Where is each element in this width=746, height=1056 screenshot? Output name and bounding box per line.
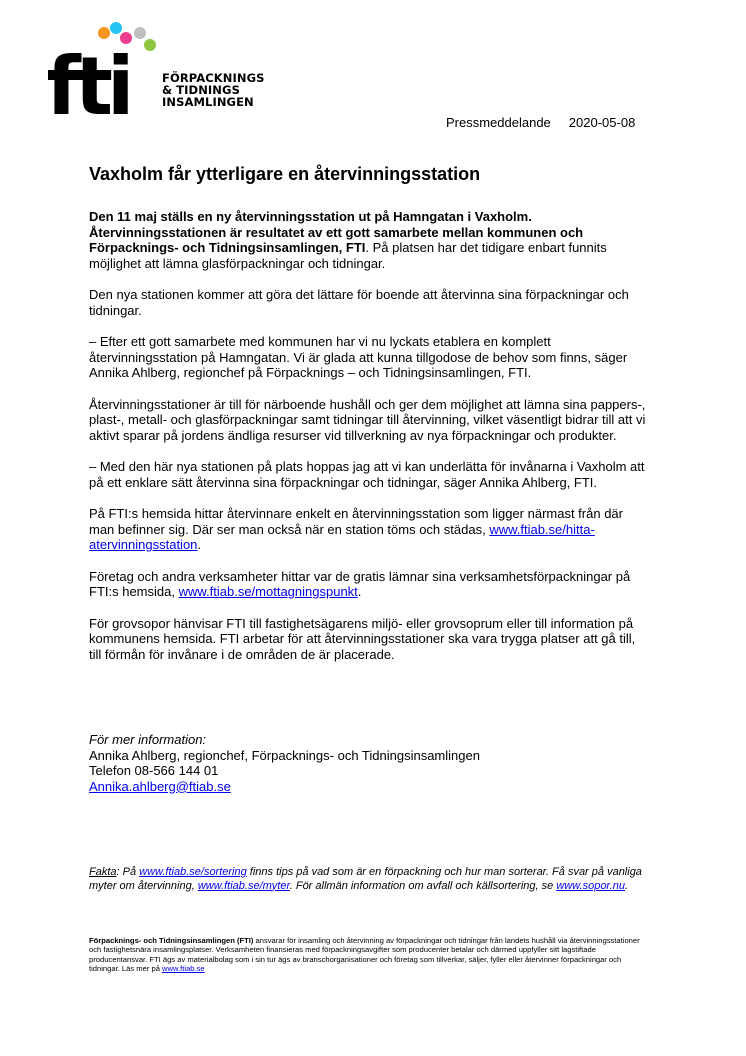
fakta-text-4: .	[624, 879, 629, 892]
page-title: Vaxholm får ytterligare en återvinningsstation	[89, 164, 481, 184]
logo-line-1: FÖRPACKNINGS	[162, 71, 265, 85]
logo-dot-grey	[134, 27, 146, 39]
paragraph-6-end: .	[357, 584, 362, 599]
lead-paragraph	[89, 209, 649, 271]
paragraph-1: Den nya stationen kommer att göra det lättare för boende att återvinna sina förpackningar och tidningar.	[89, 287, 629, 318]
contact-phone: Telefon 08-566 144 01	[89, 763, 219, 778]
fakta-text-3: . För allmän information om avfall och källsortering, se	[289, 879, 557, 892]
logo-line-2: & TIDNINGS	[162, 83, 240, 97]
footer-text: ansvarar för insamling och återvinning av förpackningar och tidningar från landets hushåll via återvinningsstationer och fastighetsnära insamlingsplatser. Verksamheten finansieras med förpackningsavgifter som producenter betalar och därmed uppfyller sitt lagstiftade producentansvar. FTI ägs av materialbolag som i sin tur ägs av branschorganisationer och företag som tillverkar, säljer, fyller eller återvinner förpackningar och tidningar. Läs mer på	[89, 936, 640, 973]
press-date: 2020-05-08	[568, 115, 636, 130]
paragraph-5	[89, 506, 649, 553]
contact-person: Annika Ahlberg, regionchef, Förpacknings- och Tidningsinsamlingen	[89, 747, 480, 763]
footer-ftiab-link[interactable]: www.ftiab.se	[162, 963, 205, 973]
paragraph-6	[89, 569, 649, 600]
contact-heading: För mer information:	[89, 732, 207, 747]
footer-boilerplate	[89, 936, 649, 973]
paragraph-6-text: Företag och andra verksamheter hittar var de gratis lämnar sina verksamhetsförpackningar på FTI:s hemsida,	[89, 568, 631, 599]
article-body	[89, 209, 649, 678]
paragraph-3: Återvinningsstationer är till för närboende hushåll och ger dem möjlighet att lämna sina pappers-, plast-, metall- och glasförpackningar samt tidningar till återvinning, vilket väsentligt bidrar till att vi aktivt sparar på jordens ändliga resurser vid tillverkning av nya förpackningar och produkter.	[89, 396, 646, 443]
paragraph-4: – Med den här nya stationen på plats hoppas jag att vi kan underlätta för invånarna i Vaxholm att på ett enklare sätt återvinna sina förpackningar och tidningar, säger Annika Ahlberg, FTI.	[89, 459, 645, 490]
sopor-link[interactable]: www.sopor.nu	[556, 879, 625, 892]
logo-line-3: INSAMLINGEN	[162, 95, 254, 109]
myter-link[interactable]: www.ftiab.se/myter	[197, 879, 290, 892]
logo-wordmark	[162, 72, 265, 108]
paragraph-2: – Efter ett gott samarbete med kommunen har vi nu lyckats etablera en komplett återvinningsstation på Hamngatan. Vi är glada att kunna tillgodose de behov som finns, säger Annika Ahlberg, regionchef på Förpacknings – och Tidningsinsamlingen, FTI.	[89, 334, 628, 380]
press-line	[446, 115, 635, 130]
sortering-link[interactable]: www.ftiab.se/sortering	[139, 866, 247, 878]
contact-email-link[interactable]: Annika.ahlberg@ftiab.se	[89, 778, 231, 794]
fakta-text-1: : På	[116, 866, 140, 878]
paragraph-5-text: På FTI:s hemsida hittar återvinnare enkelt en återvinningsstation som ligger närmast från där man befinner sig. Där ser man också när en station töms och städas,	[89, 506, 623, 537]
logo-dot-green	[144, 39, 156, 51]
hitta-atervinningsstation-link[interactable]: www.ftiab.se/hitta-atervinningsstation	[89, 521, 595, 552]
footer-org: Förpacknings- och Tidningsinsamlingen (FTI)	[89, 936, 254, 945]
logo-letters: fti	[48, 40, 129, 122]
lead-end: . På platsen har det tidigare enbart funnits möjlighet att lämna glasförpackningar och tidningar.	[89, 240, 607, 271]
paragraph-7: För grovsopor hänvisar FTI till fastighetsägarens miljö- eller grovsoprum eller till information på kommunens hemsida. FTI arbetar för att återvinningsstationer ska vara trygga platser att gå till, till förmån för invånare i de områden de är placerade.	[89, 615, 636, 662]
doc-type: Pressmeddelande	[446, 115, 551, 130]
lead-text: Den 11 maj ställs en ny återvinningsstation ut på Hamngatan i Vaxholm. Återvinningsstationen är resultatet av ett gott samarbete mellan kommunen och Förpacknings- och Tidningsinsamlingen, FTI	[89, 209, 584, 255]
fakta-text-2: finns tips på vad som är en förpackning och hur man sorterar. Få svar på vanliga myter om återvinning,	[89, 866, 642, 892]
logo-dot-cyan	[110, 22, 122, 34]
fakta-label: Fakta	[89, 866, 117, 878]
fakta-note	[89, 866, 649, 893]
mottagningspunkt-link[interactable]: www.ftiab.se/mottagningspunkt	[178, 584, 358, 599]
logo-dot-orange	[98, 27, 110, 39]
contact-block	[89, 732, 480, 794]
paragraph-5-end: .	[197, 537, 202, 552]
